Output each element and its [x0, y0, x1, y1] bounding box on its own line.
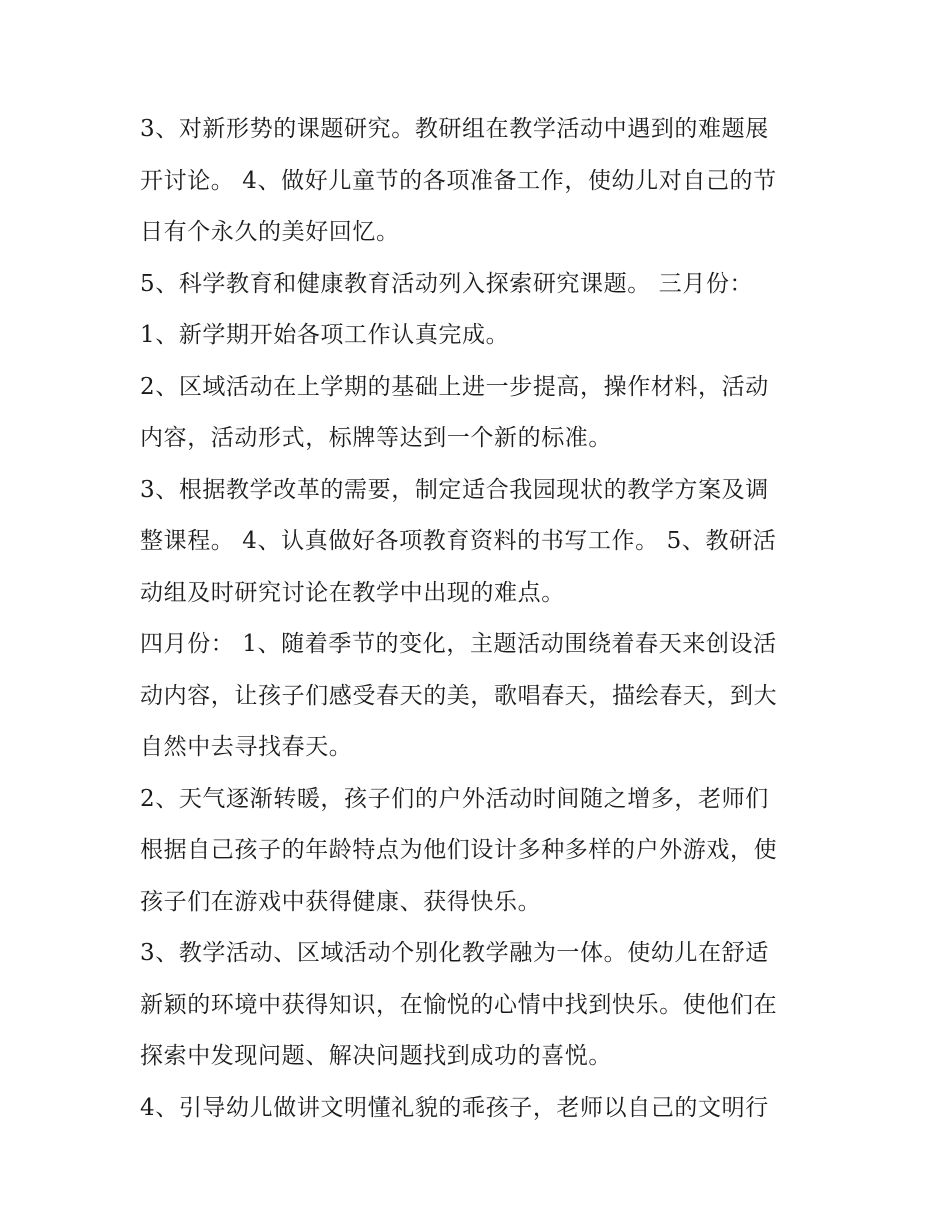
text-line: 整课程。 4、认真做好各项教育资料的书写工作。 5、教研活 — [140, 528, 777, 554]
text-line: 2、天气逐渐转暖，孩子们的户外活动时间随之增多，老师们 — [140, 785, 769, 812]
text-line: 3、根据教学改革的需要，制定适合我园现状的教学方案及调 — [140, 476, 769, 503]
text-line: 动组及时研究讨论在教学中出现的难点。 — [140, 579, 565, 606]
text-line: 5、科学教育和健康教育活动列入探索研究课题。 三月份： — [140, 270, 754, 297]
document-body — [140, 104, 830, 1134]
text-line: 新颖的环境中获得知识，在愉悦的心情中找到快乐。使他们在 — [140, 991, 778, 1018]
text-line: 4、引导幼儿做讲文明懂礼貌的乖孩子，老师以自己的文明行 — [140, 1094, 769, 1121]
text-line: 内容，活动形式，标牌等达到一个新的标准。 — [140, 425, 612, 451]
text-line: 四月份： 1、随着季节的变化，主题活动围绕着春天来创设活 — [140, 631, 777, 657]
text-line: 探索中发现问题、解决问题找到成功的喜悦。 — [140, 1043, 612, 1069]
text-line: 孩子们在游戏中获得健康、获得快乐。 — [140, 888, 542, 915]
text-line: 根据自己孩子的年龄特点为他们设计多种多样的户外游戏，使 — [140, 837, 778, 863]
text-line: 3、教学活动、区域活动个别化教学融为一体。使幼儿在舒适 — [140, 940, 769, 966]
text-line: 自然中去寻找春天。 — [140, 734, 353, 760]
text-line: 1、新学期开始各项工作认真完成。 — [140, 322, 510, 348]
text-line: 日有个永久的美好回忆。 — [140, 219, 400, 245]
text-line: 开讨论。 4、做好儿童节的各项准备工作，使幼儿对自己的节 — [140, 167, 777, 194]
text-line: 2、区域活动在上学期的基础上进一步提高，操作材料，活动 — [140, 373, 769, 400]
text-line: 动内容，让孩子们感受春天的美，歌唱春天，描绘春天，到大 — [140, 682, 778, 709]
text-line: 3、对新形势的课题研究。教研组在教学活动中遇到的难题展 — [140, 116, 769, 142]
